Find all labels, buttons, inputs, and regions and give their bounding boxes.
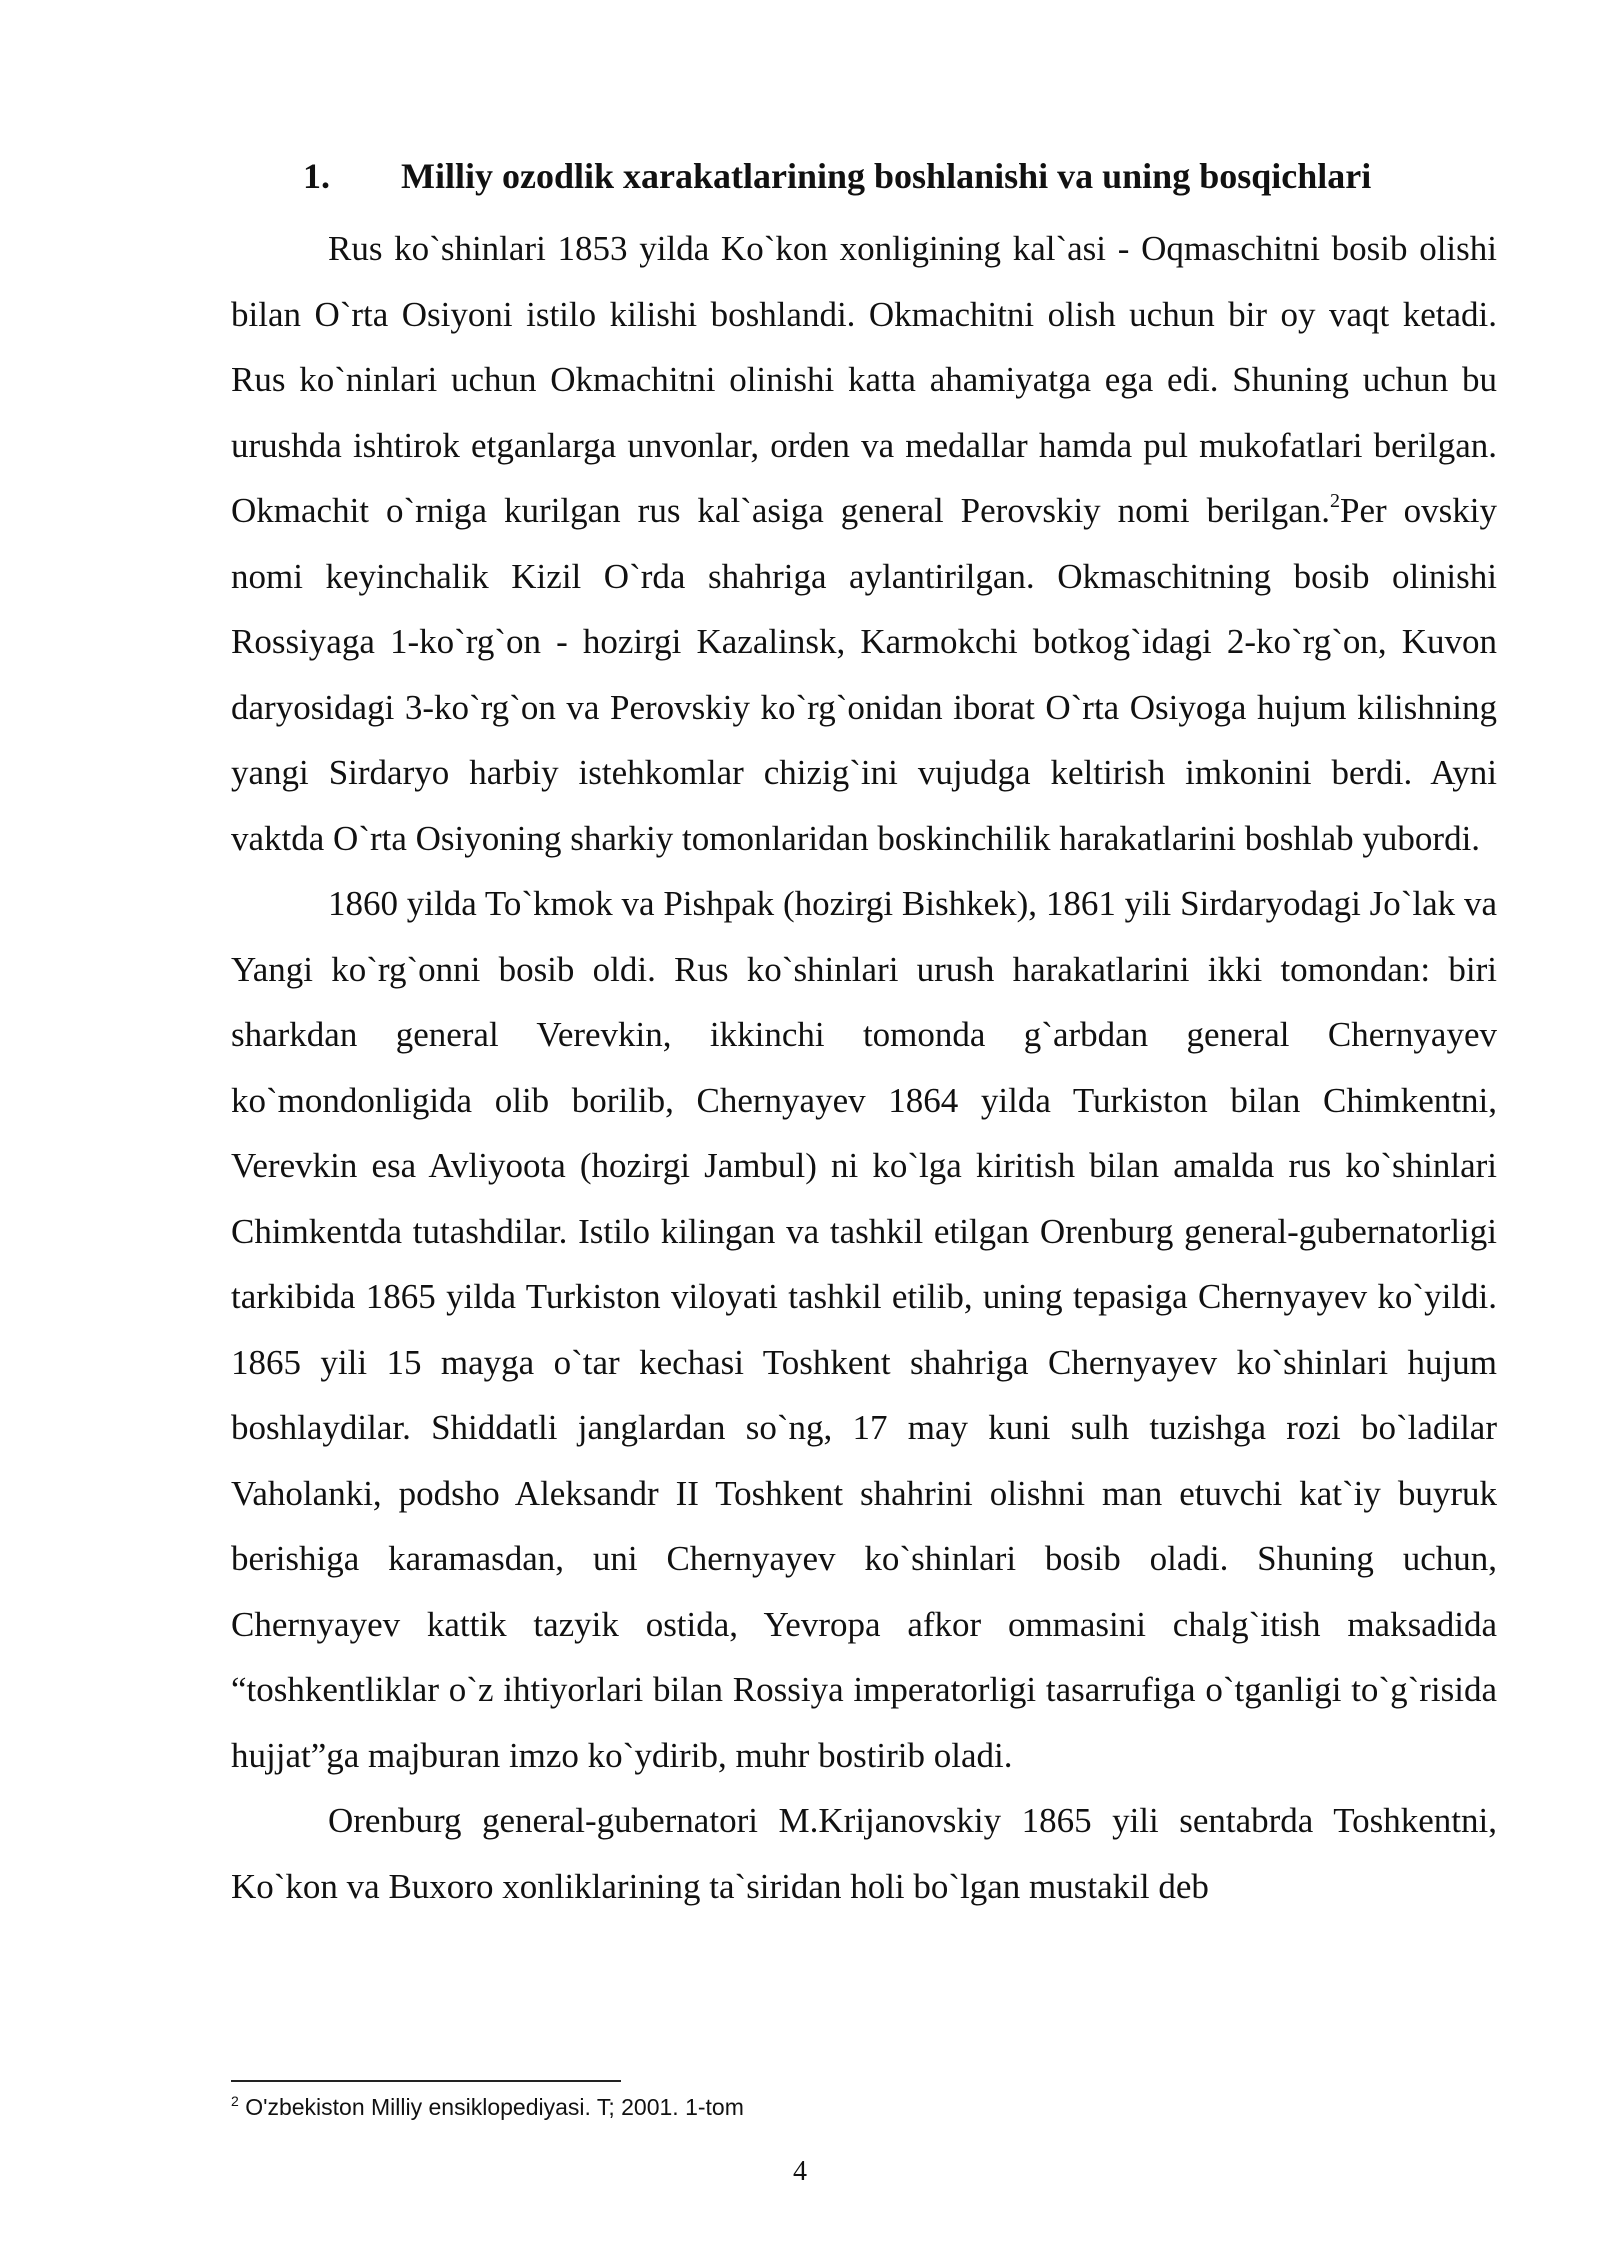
paragraph-1 bbox=[231, 216, 1497, 871]
footnote-text: O'zbekiston Milliy ensiklopediyasi. T; 2001. 1-tom bbox=[245, 2094, 744, 2120]
footnote bbox=[231, 2092, 744, 2122]
paragraph-3: Orenburg general-gubernatori M.Krijanovskiy 1865 yili sentabrda Toshkentni, Ko`kon va Buxoro xonliklarining ta`siridan holi bo`lgan mustakil deb bbox=[231, 1801, 1497, 1906]
section-number: 1. bbox=[303, 156, 330, 196]
paragraph-2: 1860 yilda To`kmok va Pishpak (hozirgi Bishkek), 1861 yili Sirdaryodagi Jo`lak va Yangi ko`rg`onni bosib oldi. Rus ko`shinlari urush harakatlarini ikki tomondan: biri sharkdan general Verevkin, ikkinchi tomonda g`arbdan general Chernyayev ko`mondonligida olib borilib, Chernyayev 1864 yilda Turkiston bilan Chimkentni, Verevkin esa Avliyoota (hozirgi Jambul) ni ko`lga kiritish bilan amalda rus ko`shinlari Chimkentda tutashdilar. Istilo kilingan va tashkil etilgan Orenburg general-gubernatorligi tarkibida 1865 yilda Turkiston viloyati tashkil etilib, uning tepasiga Chernyayev ko`yildi. 1865 yili 15 mayga o`tar kechasi Toshkent shahriga Chernyayev ko`shinlari hujum boshlaydilar. Shiddatli janglardan so`ng, 17 may kuni sulh tuzishga rozi bo`ladilar Vaholanki, podsho Aleksandr II Toshkent shahrini olishni man etuvchi kat`iy buyruk berishiga karamasdan, uni Chernyayev ko`shinlari bosib oladi. Shuning uchun, Chernyayev kattik tazyik ostida, Yevropa afkor ommasini chalg`itish maksadida “toshkentliklar o`z ihtiyorlari bilan Rossiya imperatorligi tasarrufiga o`tganligi to`g`risida hujjat”ga majburan imzo ko`ydirib, muhr bostirib oladi. bbox=[231, 884, 1497, 1775]
footnote-reference[interactable]: 2 bbox=[1330, 490, 1341, 512]
footnote-number: 2 bbox=[231, 2093, 239, 2109]
section-heading bbox=[231, 150, 1497, 202]
body-text bbox=[231, 150, 1497, 1919]
paragraph-1-text-b: Per ovskiy nomi keyinchalik Kizil O`rda shahriga aylantirilgan. Okmaschitning bosib olinishi Rossiyaga 1-ko`rg`on - hozirgi Kazalinsk, Karmokchi botkog`idagi 2-ko`rg`on, Kuvon daryosidagi 3-ko`rg`on va Perovskiy ko`rg`onidan iborat O`rta Osiyoga hujum kilishning yangi Sirdaryo harbiy istehkomlar chizig`ini vujudga keltirish imkonini berdi. Ayni vaktda O`rta Osiyoning sharkiy tomonlaridan boskinchilik harakatlarini boshlab yubordi. bbox=[231, 491, 1498, 858]
section-title: Milliy ozodlik xarakatlarining boshlanishi va uning bosqichlari bbox=[401, 156, 1372, 196]
paragraph-1-text-a: Rus ko`shinlari 1853 yilda Ko`kon xonligining kal`asi - Oqmaschitni bosib olishi bilan O`rta Osiyoni istilo kilishi boshlandi. Okmachitni olish uchun bir oy vaqt ketadi. Rus ko`ninlari uchun Okmachitni olinishi katta ahamiyatga ega edi. Shuning uchun bu urushda ishtirok etganlarga unvonlar, orden va medallar hamda pul mukofatlari berilgan. Okmachit o`rniga kurilgan rus kal`asiga general Perovskiy nomi berilgan. bbox=[231, 229, 1497, 530]
footnote-separator bbox=[231, 2080, 621, 2082]
page-number: 4 bbox=[793, 2156, 807, 2187]
